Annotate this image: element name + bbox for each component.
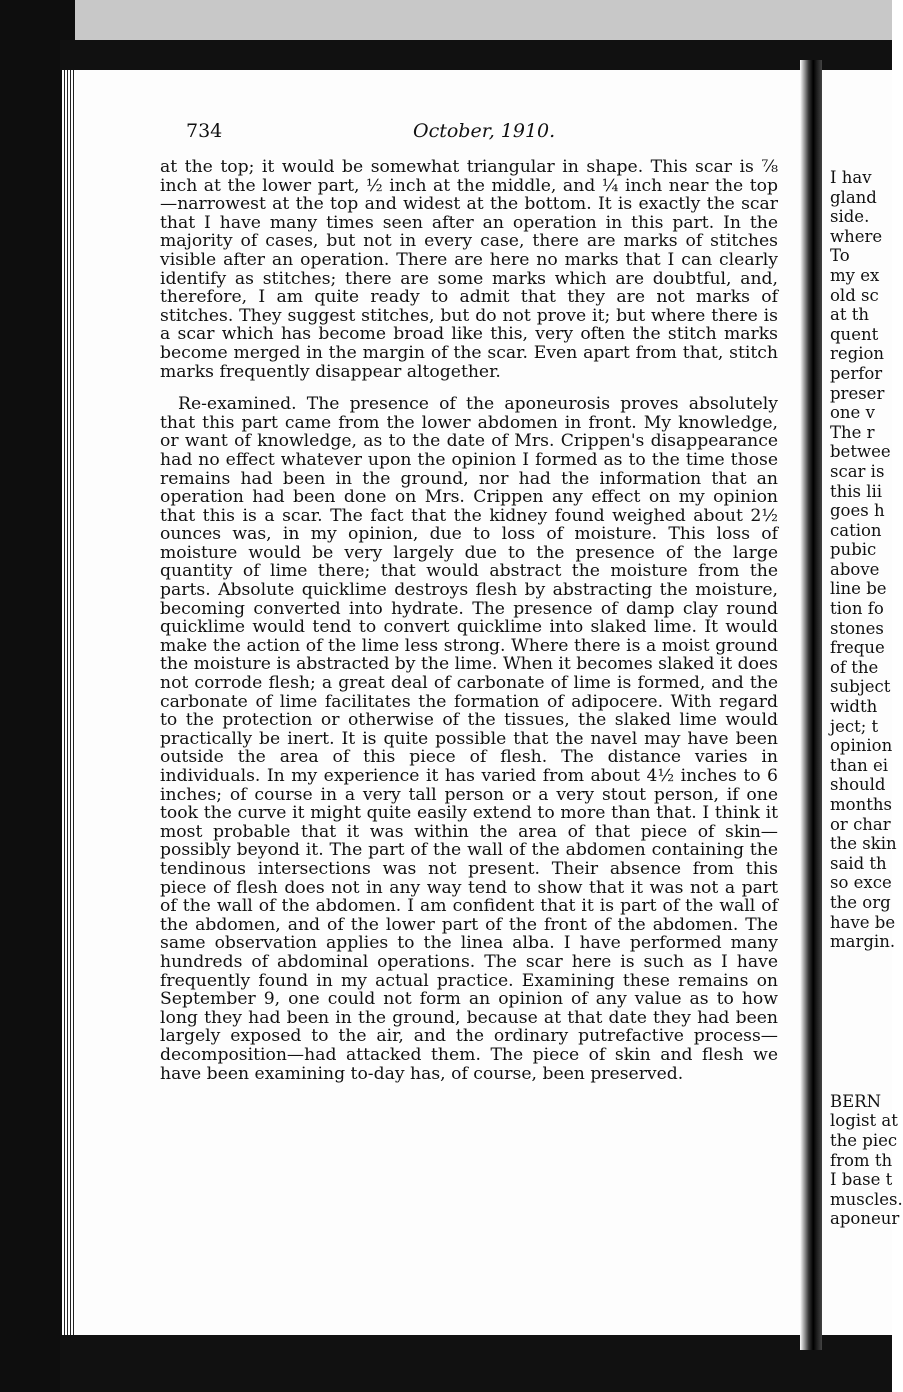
right-line: above [830, 559, 880, 579]
book-gutter [800, 60, 822, 1350]
right-line: at th [830, 305, 869, 325]
right-line: tion fo [830, 599, 884, 619]
right-line: muscles. [830, 1189, 903, 1209]
right-line: or char [830, 814, 891, 834]
right-line: I hav [830, 168, 872, 187]
right-line: ject; t [830, 716, 879, 736]
right-line: opinion [830, 736, 893, 756]
right-line: BERN [830, 1091, 882, 1111]
right-line: width [830, 697, 878, 717]
right-line: aponeur [830, 1209, 900, 1229]
right-line: region [830, 344, 885, 364]
right-line: months [830, 795, 892, 814]
right-line: where [830, 226, 883, 246]
paragraph-2: Re-examined. The presence of the aponeurosis proves absolutely that this part came from the lower abdomen in front. My knowledge, or want of knowledge, as to the date of Mrs. Crippen's disappearance had no effect whatever upon the opinion I formed as to the time those remains had been in the ground, nor had the information that an operation had been done on Mrs. Crippen any effect on my opinion that this is a scar. The fact that the kidney found weighed about 2½ ounces was, in my opinion, due to loss of moisture. This loss of moisture would be very largely due to the presence of the large quantity of lime there; that would abstract the moisture from the parts. Absolute quicklime destroys flesh by abstracting the moisture, becoming converted into hydrate. The presence of damp clay round quicklime would tend to convert quicklime into slaked lime. It would make the action of the lime less strong. Where there is a moist ground the moisture is abstracted by the lime. When it becomes slaked it does not corrode flesh; a great deal of carbonate of lime is formed, and the carbonate of lime facilitates the formation of adipocere. With regard to the protection or otherwise of the tissues, the slaked lime would practically be inert. It is quite possible that the navel may have been outside the area of this piece of flesh. The distance varies in individuals. In my experience it has varied from about 4½ inches to 6 inches; of course in a very tall person or a very stout person, if one took the curve it might quite easily extend to more than that. I think it most probable that it was within the area of that piece of skin—possibly beyond it. The part of the wall of the abdomen containing the tendinous intersections was not present. Their absence from this piece of flesh does not in any way tend to show that it was not a part of the wall of the abdomen. I am confident that it is part of the wall of the abdomen, and of the lower part of the front of the abdomen. The same observation applies to the linea alba. I have performed many hundreds of abdominal operations. The scar here is such as I have frequently found in my actual practice. Examining these remains on September 9, one could not form an opinion of any value as to how long they had been in the ground, because at that date they had been largely exposed to the air, and the ordinary putrefactive process—decomposition—had attacked them. The piece of skin and flesh we have been examining to-day has, of course, been preserved. [160, 394, 779, 1084]
right-line: The r [830, 422, 875, 442]
right-line: perfor [830, 363, 883, 383]
right-line: the skin [830, 834, 897, 854]
right-line: of the [830, 657, 879, 677]
right-line: scar is [830, 461, 885, 481]
right-line: the piec [830, 1130, 898, 1150]
right-line: betwee [830, 442, 891, 462]
page-number: 734 [186, 120, 223, 142]
right-line: than ei [830, 755, 889, 775]
paragraph-1: at the top; it would be somewhat triangular in shape. This scar is ⅞ inch at the lower part, ½ inch at the middle, and ¼ inch near the top—narrowest at the top and widest at the bottom. It is exactly the scar that I have many times seen after an operation in this part. In the majority of cases, but not in every case, there are marks of stitches visible after an operation. There are here no marks that I can clearly identify as stitches; there are some marks which are doubtful, and, therefore, I am quite ready to admit that they are not marks of stitches. They suggest stitches, but do not prove it; but where there is a scar which has become broad like this, very often the stitch marks become merged in the margin of the scar. Even apart from that, stitch marks frequently disappear altogether. [160, 157, 778, 382]
right-line: goes h [830, 501, 885, 521]
right-line: side. [830, 207, 870, 227]
right-line: the org [830, 892, 891, 912]
right-line: pubic [830, 540, 877, 560]
right-line: this lii [830, 481, 883, 501]
right-line: old sc [830, 285, 879, 305]
right-page-gap [830, 952, 892, 1092]
right-line: one v [830, 403, 875, 423]
right-line: from th [830, 1150, 893, 1170]
scan-bottom-border [60, 1330, 892, 1392]
right-line: I base t [830, 1170, 893, 1190]
right-line: my ex [830, 265, 880, 285]
right-line: margin. [830, 932, 896, 952]
right-line: logist at [830, 1111, 898, 1131]
right-line: so exce [830, 873, 892, 893]
page-header [186, 120, 776, 150]
right-line: freque [830, 638, 885, 658]
right-line: line be [830, 579, 887, 599]
right-page-text [830, 168, 903, 1229]
right-line: said th [830, 853, 887, 873]
right-line: cation [830, 520, 882, 540]
right-line: quent [830, 324, 879, 344]
page-body [160, 158, 778, 1083]
right-line: should [830, 775, 886, 795]
page-stack-edge [62, 70, 76, 1335]
right-line: subject [830, 677, 891, 697]
right-line: gland [830, 187, 877, 207]
running-title: October, 1910. [413, 120, 556, 142]
right-line: have be [830, 912, 896, 932]
right-line: To [830, 246, 850, 266]
right-line: stones [830, 618, 884, 638]
right-line: preser [830, 383, 885, 403]
